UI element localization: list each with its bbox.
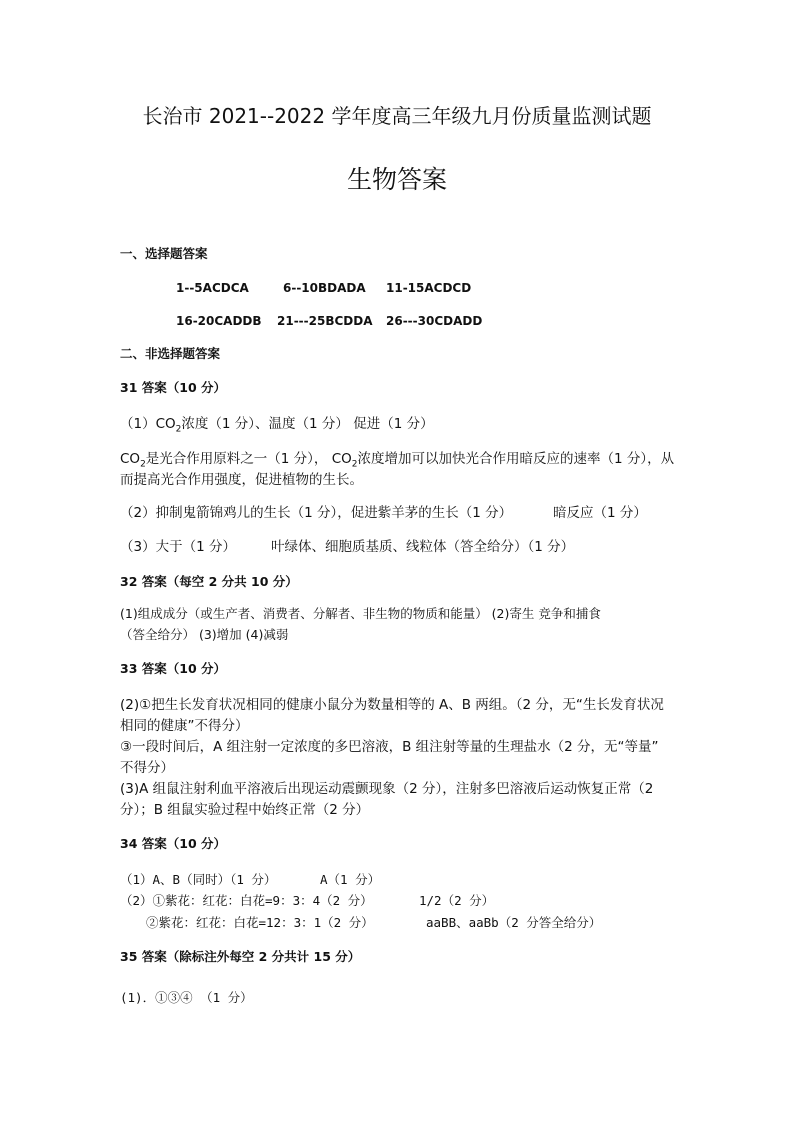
choice-answer: 11-15ACDCD (386, 281, 472, 295)
question-34-line: aaBB、aaBb（2 分答全给分） (426, 915, 602, 930)
subscript: 2 (140, 459, 146, 470)
question-31-line: 叶绿体、细胞质基质、线粒体（答全给分）（1 分） (271, 539, 575, 555)
page-subtitle: 生物答案 (346, 165, 447, 194)
question-33-line: ③一段时间后，A 组注射一定浓度的多巴溶液，B 组注射等量的生理盐水（2 分，无“等量” (120, 739, 659, 755)
question-34-line: 1/2（2 分） (419, 893, 495, 908)
question-35-line: (1)．①③④ （1 分） (120, 990, 253, 1005)
section-heading-nonchoice: 二、非选择题答案 (120, 346, 221, 361)
question-33-heading: 33 答案（10 分） (120, 661, 226, 676)
question-35-heading: 35 答案（除标注外每空 2 分共计 15 分） (120, 949, 361, 964)
choice-answer: 16-20CADDB (176, 314, 262, 328)
subscript: 2 (175, 424, 182, 435)
text: 浓度（1 分）、温度（1 分） 促进（1 分） (181, 416, 434, 432)
text: CO (120, 451, 141, 467)
question-31-line: （2）抑制鬼箭锦鸡儿的生长（1 分），促进紫羊茅的生长（1 分） (120, 505, 513, 521)
question-33-line: (3)A 组鼠注射利血平溶液后出现运动震颤现象（2 分），注射多巴溶液后运动恢复正常（2 (120, 781, 654, 797)
question-34-line: （2）①紫花：红花：白花=9：3：4（2 分） (120, 893, 373, 908)
text: 浓度增加可以加快光合作用暗反应的速率（1 分），从 (357, 451, 675, 467)
question-34-heading: 34 答案（10 分） (120, 836, 226, 851)
question-33-line: 不得分） (120, 760, 174, 776)
page-title: 长治市 2021--2022 学年度高三年级九月份质量监测试题 (142, 104, 652, 128)
question-34-line: ②紫花：红花：白花=12：3：1（2 分） (146, 915, 374, 930)
question-31-line: （3）大于（1 分） (120, 539, 236, 555)
question-32-line: （答全给分） (3)增加 (4)减弱 (120, 627, 289, 642)
text: 是光合作用原料之一（1 分）， CO (145, 451, 352, 467)
question-31-line: 而提高光合作用强度，促进植物的生长。 (120, 472, 363, 488)
question-32-heading: 32 答案（每空 2 分共 10 分） (120, 574, 298, 589)
question-31-line: 暗反应（1 分） (553, 505, 647, 521)
text: （1）CO (120, 416, 176, 432)
question-31-heading: 31 答案（10 分） (120, 380, 226, 395)
section-heading-choice: 一、选择题答案 (120, 246, 208, 261)
question-34-line: （1）A、B（同时）（1 分） (120, 872, 277, 887)
question-31-line (120, 414, 434, 440)
question-33-line: 相同的健康”不得分） (120, 718, 249, 734)
choice-answer: 21---25BCDDA (277, 314, 373, 328)
subscript: 2 (351, 459, 358, 470)
choice-answer: 26---30CDADD (386, 314, 483, 328)
question-32-line: (1)组成成分（或生产者、消费者、分解者、非生物的物质和能量） (2)寄生 竞争和捕食 (120, 606, 601, 621)
question-33-line: 分）；B 组鼠实验过程中始终正常（2 分） (120, 802, 370, 818)
choice-answer: 1--5ACDCA (176, 281, 249, 295)
question-33-line: (2)①把生长发育状况相同的健康小鼠分为数量相等的 A、B 两组。（2 分，无“生长发育状况 (120, 697, 664, 713)
question-34-line: A（1 分） (320, 872, 381, 887)
choice-answer: 6--10BDADA (283, 281, 366, 295)
